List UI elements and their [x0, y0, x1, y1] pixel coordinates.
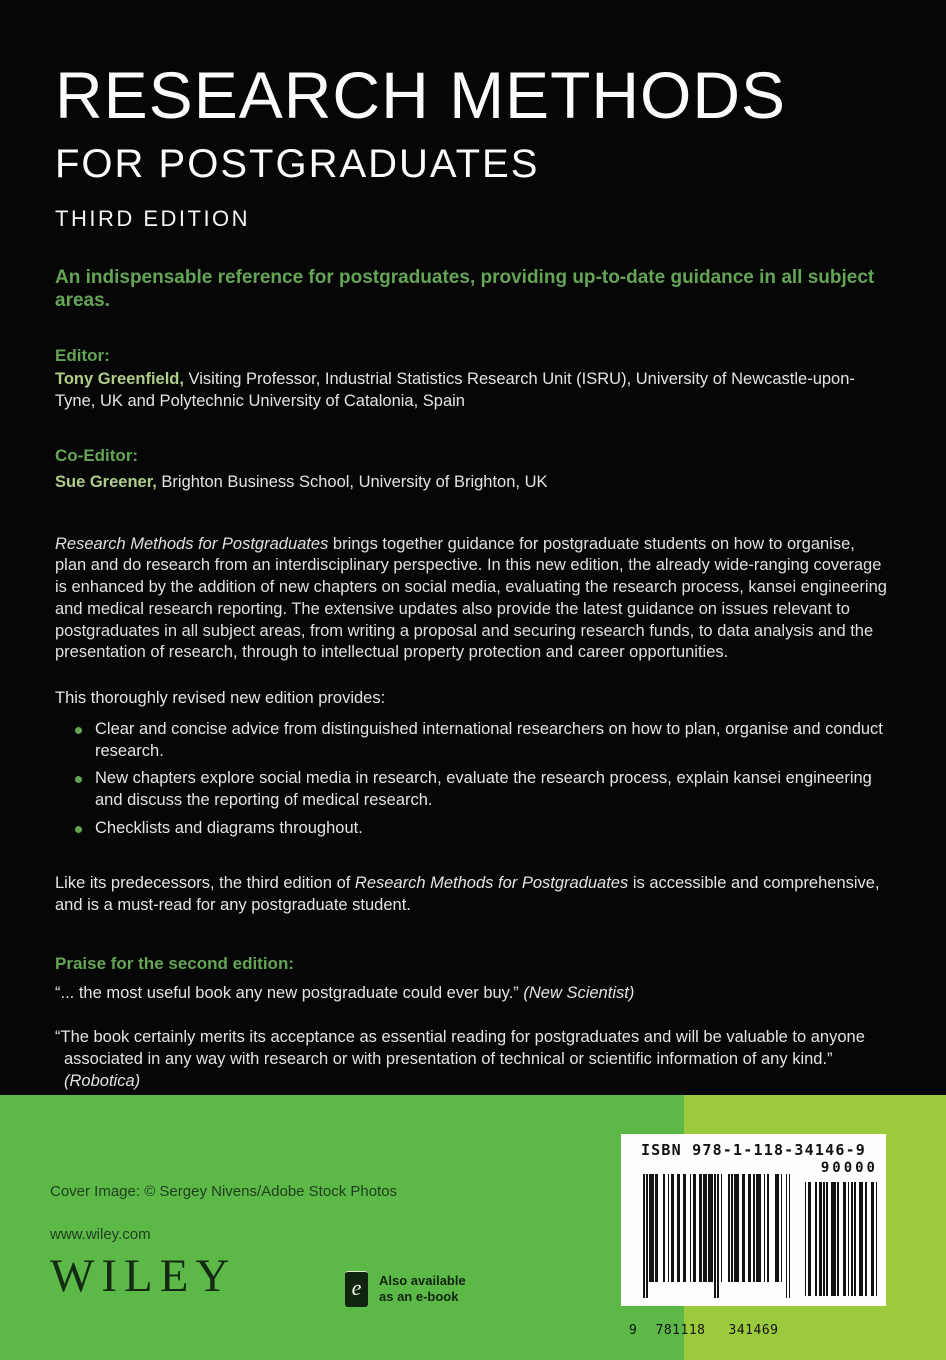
book-title-italic: Research Methods for Postgraduates — [55, 534, 329, 553]
barcode-digit: 9 — [629, 1323, 638, 1338]
tagline: An indispensable reference for postgraduates, providing up-to-date guidance in all subject areas. — [55, 267, 875, 311]
ebook-availability — [345, 1271, 466, 1307]
feature-list — [55, 719, 888, 840]
list-item: Checklists and diagrams throughout. — [55, 818, 888, 840]
description-paragraph — [55, 534, 888, 665]
coeditor-line — [55, 472, 888, 494]
book-subtitle: FOR POSTGRADUATES — [55, 142, 540, 186]
praise-heading: Praise for the second edition: — [55, 954, 294, 974]
edition-label: THIRD EDITION — [55, 206, 251, 231]
description-text: brings together guidance for postgraduate students on how to organise, plan and do research from an interdisciplinary perspective. In this new edition, the already wide-ranging coverage is enhanced by the addition of new chapters on social media, evaluating the research process, kansei engineering and medical research reporting. The extensive updates also provide the latest guidance on issues relevant to postgraduates in all subject areas, from writing a proposal and securing research funds, to data analysis and the presentation of research, through to intellectual property protection and career opportunities. — [55, 534, 887, 662]
ebook-availability-text: Also available as an e-book — [379, 1273, 466, 1304]
publisher-website: www.wiley.com — [50, 1226, 151, 1243]
review-quote-new-scientist: “... the most useful book any new postgraduate could ever buy.” (New Scientist) — [55, 984, 635, 1003]
editor-affiliation: Visiting Professor, Industrial Statistics Research Unit (ISRU), University of Newcastle-upon-Tyne, UK and Polytechnic University of Catalonia, Spain — [55, 370, 855, 410]
editor-label: Editor: — [55, 346, 110, 365]
list-item: New chapters explore social media in research, evaluate the research process, explain kansei engineering and discuss the reporting of medical research. — [55, 768, 888, 812]
ean5-addon-barcode — [803, 1160, 878, 1296]
coeditor-affiliation: Brighton Business School, University of Brighton, UK — [156, 473, 548, 491]
price-code: 90000 — [820, 1160, 878, 1176]
coeditor-label: Co-Editor: — [55, 446, 139, 465]
ebook-icon: e — [345, 1271, 368, 1307]
review-quote-robotica: “The book certainly merits its acceptance as essential reading for postgraduates and will be valuable to anyone associated in any way with research or with presentation of technical or scientific information of any kind.” (Robotica) — [55, 1028, 865, 1090]
cover-image-credit: Cover Image: © Sergey Nivens/Adobe Stock Photos — [50, 1183, 398, 1200]
barcode-digit-group: 781118 — [655, 1323, 706, 1338]
bullet-icon — [75, 776, 82, 783]
quote-source: (New Scientist) — [523, 984, 635, 1003]
book-title: RESEARCH METHODS — [55, 58, 787, 132]
editor-line — [55, 369, 888, 412]
cover-footer-panel — [0, 1095, 946, 1360]
bullet-icon — [75, 826, 82, 833]
bullet-icon — [75, 727, 82, 734]
quote-source: (Robotica) — [64, 1071, 141, 1090]
isbn-number: ISBN 978-1-118-34146-9 — [640, 1141, 867, 1159]
barcode-digit-group: 341469 — [728, 1323, 779, 1338]
ean13-barcode — [629, 1174, 791, 1338]
isbn-barcode-box — [621, 1134, 886, 1338]
editor-name: Tony Greenfield, — [55, 370, 184, 388]
book-title-italic: Research Methods for Postgraduates — [354, 873, 629, 892]
closing-paragraph: Like its predecessors, the third edition of Research Methods for Postgraduates is accessible and comprehensive, and is a must-read for any postgraduate student. — [55, 873, 880, 914]
list-item: Clear and concise advice from distinguished international researchers on how to plan, organise and conduct research. — [55, 719, 888, 763]
coeditor-name: Sue Greener, — [55, 473, 157, 491]
wiley-logo: WILEY — [50, 1250, 237, 1302]
provides-intro: This thoroughly revised new edition provides: — [55, 689, 386, 708]
